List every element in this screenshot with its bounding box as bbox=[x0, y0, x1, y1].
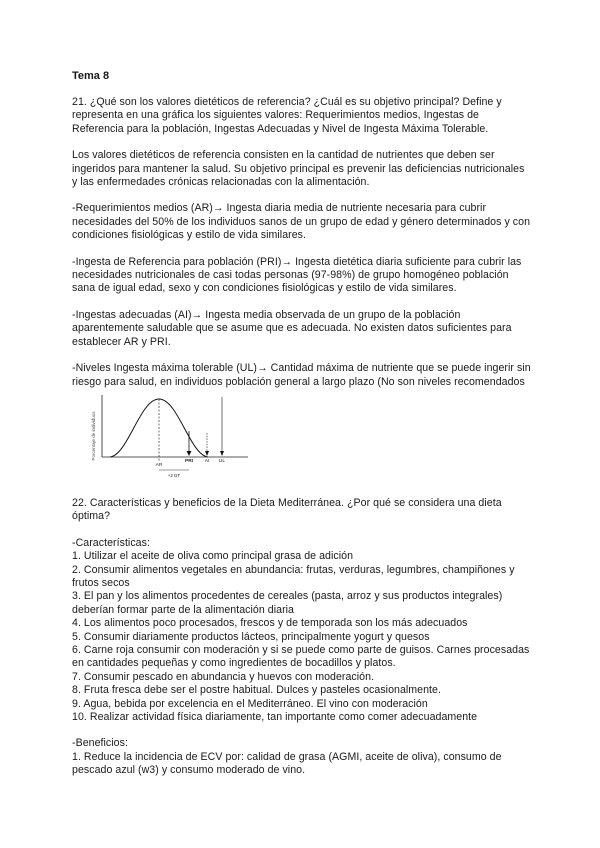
benefit-item: 1. Reduce la incidencia de ECV por: calidad de grasa (AGMI, aceite de oliva), consumo de pescado azul (w3) y consumo moderado de vino. bbox=[72, 750, 502, 777]
characteristic-item: 1. Utilizar el aceite de oliva como principal grasa de adición bbox=[72, 550, 354, 563]
definition-ai: -Ingestas adecuadas (AI)→ Ingesta media observada de un grupo de la población aparentemente saludable que se asume que es adecuada. No existen datos suficientes para establecer AR y PRI. bbox=[72, 308, 512, 348]
marker-ul: UL bbox=[218, 458, 226, 464]
page-title: Tema 8 bbox=[72, 70, 110, 82]
marker-ar: AR bbox=[155, 462, 163, 468]
ul-arrow-icon bbox=[220, 451, 224, 456]
characteristic-item: 3. El pan y los alimentos procedentes de cereales (pasta, arroz y sus productos integrales) deberían formar parte de la alimentación diaria bbox=[72, 590, 503, 616]
marker-pri: PRI bbox=[185, 458, 193, 464]
question-21: 21. ¿Qué son los valores dietéticos de referencia? ¿Cuál es su objetivo principal? Define y representa en una gráfica los siguientes valores: Requerimientos medios, Ingestas de Referencia para la población, Ingestas Adecuadas y Nivel de Ingesta Máxima Tolerable. bbox=[72, 96, 502, 135]
benefits-section bbox=[72, 737, 532, 777]
characteristic-item: 6. Carne roja consumir con moderación y si se puede como parte de guisos. Carnes procesadas en cantidades pequeñas y como ingredientes de bocadillos y platos. bbox=[72, 643, 530, 670]
characteristics-section bbox=[72, 537, 532, 725]
sd-label: +2 DT bbox=[167, 472, 181, 478]
distribution-chart bbox=[88, 391, 258, 483]
y-axis-label: Porcentaje de individuos bbox=[91, 411, 96, 461]
characteristic-item: 2. Consumir alimentos vegetales en abundancia: frutas, verduras, legumbres, champiñones y frutos secos bbox=[72, 563, 515, 589]
characteristic-item: 5. Consumir diariamente productos lácteos, principalmente yogurt y quesos bbox=[72, 630, 430, 643]
characteristic-item: 8. Fruta fresca debe ser el postre habitual. Dulces y pasteles ocasionalmente. bbox=[72, 684, 441, 697]
characteristic-item: 7. Consumir pescado en abundancia y huevos con moderación. bbox=[72, 670, 375, 683]
marker-ai: AI bbox=[204, 458, 210, 464]
reference-values-figure bbox=[88, 391, 258, 483]
pri-arrow-icon bbox=[187, 451, 192, 456]
benefits-heading: -Beneficios: bbox=[72, 737, 128, 750]
document-page bbox=[72, 70, 532, 778]
ai-arrow-icon bbox=[205, 451, 209, 456]
characteristic-item: 9. Agua, bebida por excelencia en el Mediterráneo. El vino con moderación bbox=[72, 697, 428, 710]
definition-ar: -Requerimientos medios (AR)→ Ingesta diaria media de nutriente necesaria para cubrir necesidades del 50% de los individuos sanos de un grupo de edad y género determinados y con condiciones fisiológicas y estilo de vida similares. bbox=[72, 202, 531, 242]
characteristics-heading: -Características: bbox=[72, 536, 150, 549]
definition-pri: -Ingesta de Referencia para población (PRI)→ Ingesta dietética diaria suficiente para cubrir las necesidades nutricionales de casi todas personas (97-98%) de grupo homogéneo población sana de igual edad, sexo y con condiciones fisiológicas y estilo de vida similares. bbox=[72, 255, 522, 295]
definition-ul: -Niveles Ingesta máxima tolerable (UL)→ Cantidad máxima de nutriente que se puede ingerir sin riesgo para salud, en individuos población general a largo plazo (No son niveles recomendados bbox=[72, 362, 531, 388]
question-22: 22. Características y beneficios de la Dieta Mediterránea. ¿Por qué se considera una dieta óptima? bbox=[72, 496, 502, 523]
answer-21-intro: Los valores dietéticos de referencia consisten en la cantidad de nutrientes que deben ser ingeridos para mantener la salud. Su objetivo principal es prevenir las deficiencias nutricionales y las enfermedades crónicas relacionadas con la alimentación. bbox=[72, 149, 525, 189]
characteristic-item: 10. Realizar actividad física diariamente, tan importante como comer adecuadamente bbox=[72, 711, 478, 723]
characteristic-item: 4. Los alimentos poco procesados, frescos y de temporada son los más adecuados bbox=[72, 617, 468, 630]
